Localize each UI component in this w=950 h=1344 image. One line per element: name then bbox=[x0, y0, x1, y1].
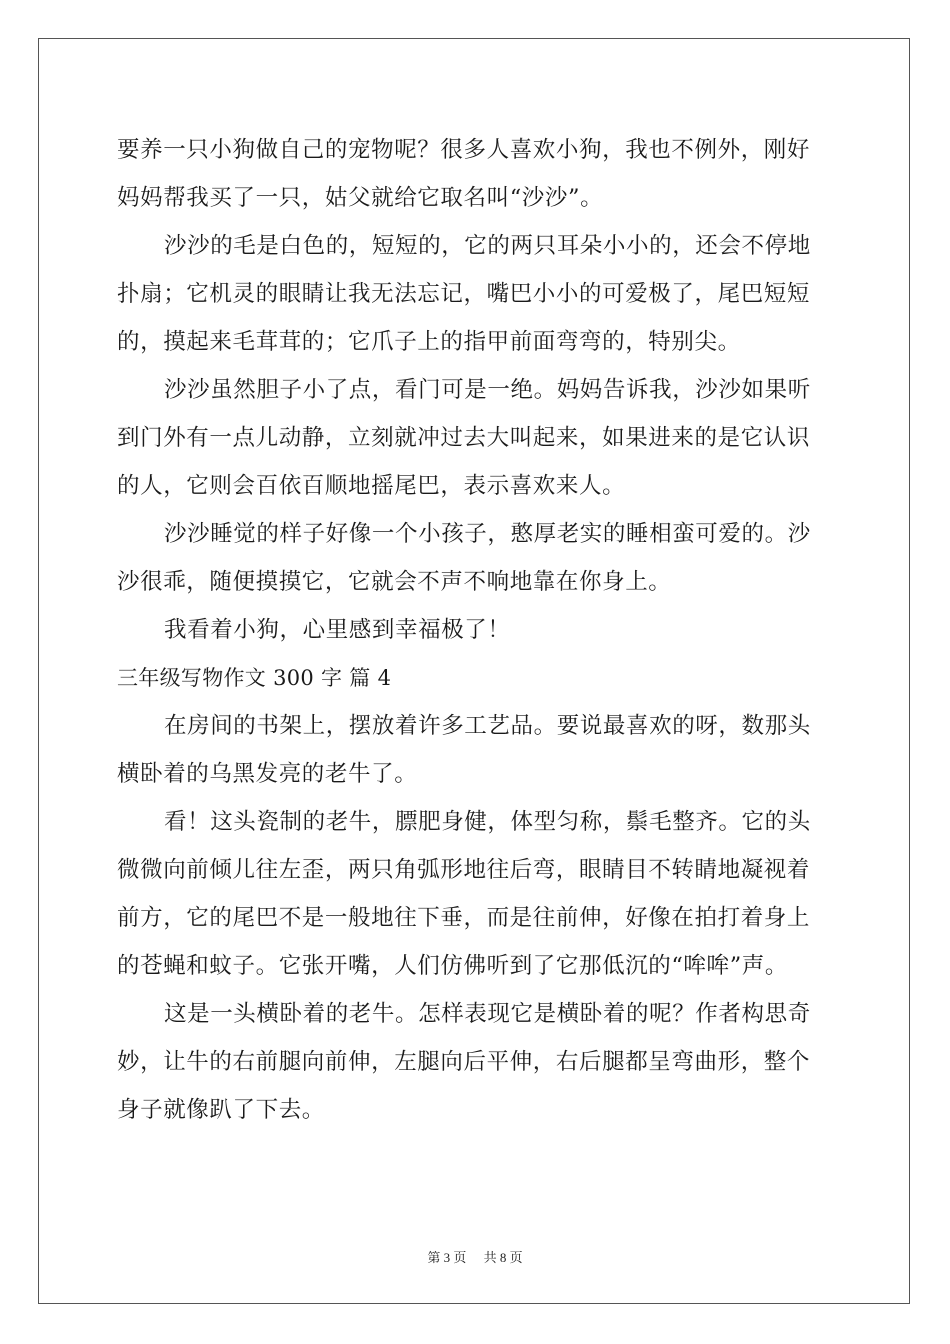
text-line: 妙，让牛的右前腿向前伸，左腿向后平伸，右后腿都呈弯曲形，整个 bbox=[117, 1049, 811, 1075]
text-line: 到门外有一点儿动静，立刻就冲过去大叫起来，如果进来的是它认识 bbox=[117, 425, 811, 451]
paragraph bbox=[117, 606, 833, 654]
text-line: 妈妈帮我买了一只，姑父就给它取名叫“沙沙”。 bbox=[117, 185, 604, 211]
text-line: 沙很乖，随便摸摸它，它就会不声不响地靠在你身上。 bbox=[117, 569, 672, 595]
page-total: 共 8 页 bbox=[483, 1250, 523, 1265]
text-line: 微微向前倾儿往左歪，两只角弧形地往后弯，眼睛目不转睛地凝视着 bbox=[117, 857, 811, 883]
paragraph bbox=[117, 222, 833, 366]
text-line: 前方，它的尾巴不是一般地往下垂，而是往前伸，好像在拍打着身上 bbox=[117, 905, 811, 931]
text-line: 在房间的书架上，摆放着许多工艺品。要说最喜欢的呀，数那头 bbox=[164, 713, 811, 739]
text-line: 沙沙虽然胆子小了点，看门可是一绝。妈妈告诉我，沙沙如果听 bbox=[164, 377, 811, 403]
paragraph bbox=[117, 990, 833, 1134]
text-line: 横卧着的乌黑发亮的老牛了。 bbox=[117, 761, 418, 787]
text-line: 的，摸起来毛茸茸的；它爪子上的指甲前面弯弯的，特别尖。 bbox=[117, 329, 741, 355]
text-line: 要养一只小狗做自己的宠物呢？很多人喜欢小狗，我也不例外，刚好 bbox=[117, 137, 811, 163]
paragraph bbox=[117, 702, 833, 798]
text-line: 的人，它则会百依百顺地摇尾巴，表示喜欢来人。 bbox=[117, 473, 626, 499]
text-line: 看！这头瓷制的老牛，膘肥身健，体型匀称，鬃毛整齐。它的头 bbox=[164, 809, 811, 835]
text-line: 我看着小狗，心里感到幸福极了！ bbox=[164, 617, 511, 643]
page-number: 第 3 页 bbox=[427, 1250, 467, 1265]
text-line: 身子就像趴了下去。 bbox=[117, 1097, 325, 1123]
paragraph bbox=[117, 126, 833, 222]
paragraph bbox=[117, 366, 833, 510]
text-line: 这是一头横卧着的老牛。怎样表现它是横卧着的呢？作者构思奇 bbox=[164, 1001, 811, 1027]
section-heading: 三年级写物作文 300 字 篇 4 bbox=[117, 666, 392, 690]
paragraph bbox=[117, 798, 833, 990]
text-line: 扑扇；它机灵的眼睛让我无法忘记，嘴巴小小的可爱极了，尾巴短短 bbox=[117, 281, 811, 307]
text-line: 沙沙的毛是白色的，短短的，它的两只耳朵小小的，还会不停地 bbox=[164, 233, 811, 259]
text-line: 的苍蝇和蚊子。它张开嘴，人们仿佛听到了它那低沉的“哞哞”声。 bbox=[117, 953, 789, 979]
paragraph bbox=[117, 510, 833, 606]
page-footer bbox=[0, 1247, 950, 1266]
text-line: 沙沙睡觉的样子好像一个小孩子，憨厚老实的睡相蛮可爱的。沙 bbox=[164, 521, 811, 547]
document-body bbox=[117, 126, 833, 1134]
